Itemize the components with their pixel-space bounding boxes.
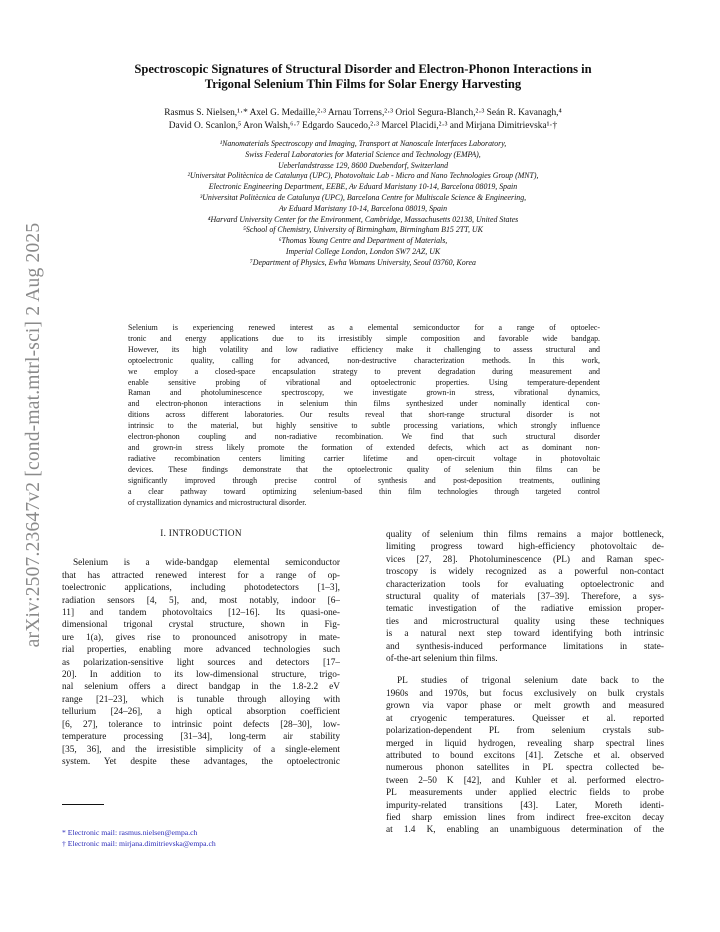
- abstract-line: However, its high volatility and low radiative efficiency make it challenging to assess structural and: [128, 344, 600, 354]
- abstract-line: and grown-in stress likely promote the formation of extended defects, which act as dominant non-: [128, 442, 600, 452]
- body-line: dimensional trigonal crystal structure, shown in Fig-: [62, 620, 340, 631]
- body-line: that has attracted renewed interest for a range of op-: [62, 570, 340, 581]
- affiliation-line: Electronic Engineering Department, EEBE, Av Eduard Maristany 10-14, Barcelona 08019, Spain: [208, 182, 518, 192]
- abstract-line: radiative recombination centers limiting carrier lifetime and open-circuit voltage in photovoltaic: [128, 453, 600, 463]
- affiliation-line: Swiss Federal Laboratories for Material Science and Technology (EMPA),: [245, 149, 481, 159]
- body-line: nal selenium offers a direct bandgap in the 1.8-2.2 eV: [62, 682, 340, 693]
- body-line: at 1.4 K, enabling an unambiguous determination of the: [386, 825, 664, 836]
- abstract-line: tronic and energy applications due to its irresistibly simple composition and favorable wide bandgap.: [128, 333, 600, 343]
- body-line: characterization tools for evaluating optoelectronic and: [386, 579, 664, 590]
- body-line: quality of selenium thin films remains a major bottleneck,: [386, 530, 664, 540]
- arxiv-identifier-stamp: [0, 0, 50, 932]
- affiliation-line: ⁴Harvard University Center for the Environment, Cambridge, Massachusetts 02138, United States: [207, 214, 519, 224]
- body-line: structural quality of materials [37–39]. Therefore, a sys-: [386, 592, 664, 603]
- body-line: 20]. In addition to its low-dimensional structure, trigo-: [62, 670, 340, 681]
- body-line: PL studies of trigonal selenium date back to the: [397, 676, 664, 687]
- body-line: fied sharp emission lines from indirect free-exciton decay: [386, 812, 664, 823]
- abstract-line: devices. These findings demonstrate that the optoelectronic quality of selenium thin films can be: [128, 464, 600, 474]
- body-line: system. Yet despite these advantages, the optoelectronic: [62, 756, 340, 767]
- body-line: troscopy is widely recognized as a powerful non-contact: [386, 567, 664, 578]
- affiliation-line: ⁶Thomas Young Centre and Department of Materials,: [278, 236, 448, 246]
- body-line: 11] and tandem photovoltaics [12–16]. Its quasi-one-: [62, 608, 340, 619]
- body-line: ure 1(a), gives rise to pronounced anisotropy in mate-: [62, 632, 340, 643]
- paragraph-gap: [386, 665, 664, 675]
- affiliation-line: Imperial College London, London SW7 2AZ, UK: [285, 246, 441, 256]
- abstract-line: we employ a closed-space encapsulation strategy to prevent degradation during measurement and: [128, 366, 600, 376]
- body-line: PL measurements under applied electric fields to probe: [386, 788, 664, 799]
- author-line: David O. Scanlon,⁵ Aron Walsh,⁶·⁷ Edgardo Saucedo,²·³ Marcel Placidi,²·³ and Mirjana Dimitrievska¹·†: [168, 121, 558, 131]
- abstract-line: optoelectronic quality, calling for advanced, non-destructive characterization methods. In this work,: [128, 355, 600, 365]
- body-line: impurity-related transitions [43]. Later, Moreth identi-: [386, 800, 664, 811]
- body-line: Selenium is a wide-bandgap elemental semiconductor: [73, 558, 340, 569]
- abstract-line: ditions across different laboratories. Our results reveal that short-range structural disorder is not: [128, 410, 600, 420]
- body-line: tellurium [24–26], a high optical absorption coefficient: [62, 707, 340, 718]
- body-line: is a natural next step toward identifying both intrinsic: [386, 629, 664, 640]
- right-column: [386, 529, 664, 837]
- body-line: range [21–23], which is tunable through alloying with: [62, 694, 340, 705]
- footnote-email-corresponding-1[interactable]: * Electronic mail: rasmus.nielsen@empa.ch: [62, 828, 198, 837]
- body-line: polarization-dependent PL from selenium crystals sub-: [386, 726, 664, 737]
- abstract-line: intrinsic to the material, but highly sensitive to subtle processing variations, which strongly influence: [128, 421, 600, 431]
- title-line: Trigonal Selenium Thin Films for Solar Energy Harvesting: [204, 77, 522, 91]
- body-line: numerous phonon satellites in PL spectra collected be-: [386, 763, 664, 774]
- author-line: Rasmus S. Nielsen,¹·* Axel G. Medaille,²·³ Arnau Torrens,²·³ Oriol Segura-Blanch,²·³ Seán R. Kavanagh,⁴: [164, 108, 562, 118]
- left-column: [62, 527, 340, 768]
- body-line: vices [27, 28]. Photoluminescence (PL) and Raman spec-: [386, 554, 664, 565]
- footnotes: [62, 828, 216, 849]
- section-heading-introduction: I. INTRODUCTION: [160, 528, 242, 538]
- affiliation-line: ⁷Department of Physics, Ewha Womans University, Seoul 03760, Korea: [250, 257, 476, 267]
- footnote-email-corresponding-2[interactable]: † Electronic mail: mirjana.dimitrievska@empa.ch: [62, 838, 216, 848]
- abstract-line: significantly improved through precise control of synthesis and post-deposition treatments, outlining: [128, 475, 600, 485]
- body-line: toelectronic applications, including photodetectors [1–3],: [62, 583, 340, 594]
- body-line: merged in liquid hydrogen, revealing sharp spectral lines: [386, 738, 664, 749]
- abstract: [128, 323, 600, 508]
- body-line: radiation sensors [4, 5], and, most notably, indoor [6–: [62, 595, 340, 606]
- abstract-line: and electron-phonon interactions in selenium thin films synthesized under nominally identical con-: [128, 399, 600, 409]
- paper-title: [62, 62, 664, 92]
- abstract-line: enable sensitive probing of vibrational and optoelectronic properties. Using temperature-dependent: [128, 377, 600, 387]
- abstract-line: of crystallization dynamics and microstructural disorder.: [128, 497, 307, 507]
- author-list: [62, 107, 664, 133]
- body-line: ties and microstructural quality using these techniques: [386, 616, 664, 627]
- affiliation-line: ⁵School of Chemistry, University of Birmingham, Birmingham B15 2TT, UK: [243, 225, 483, 235]
- affiliation-line: ³Universitat Politècnica de Catalunya (UPC), Barcelona Centre for Multiscale Science & Engineering,: [199, 192, 527, 202]
- body-line: as polarization-sensitive light sources and detectors [17–: [62, 657, 340, 668]
- body-line: grown via vapor phase or melt growth and measured: [386, 701, 664, 712]
- abstract-line: Raman and photoluminescence spectroscopy, we investigate grown-in stress, vibrational dynamics,: [128, 388, 600, 398]
- body-line: temperature processing [31–34], long-term air stability: [62, 732, 340, 743]
- body-line: limiting progress toward high-efficiency photovoltaic de-: [386, 542, 664, 553]
- abstract-line: a clear pathway toward optimizing selenium-based thin film technologies through targeted control: [128, 486, 600, 496]
- abstract-line: Selenium is experiencing renewed interest as a elemental semiconductor for a range of optoelec-: [128, 323, 600, 332]
- body-line: at cryogenic temperatures. Queisser et al. reported: [386, 713, 664, 724]
- affiliations: [62, 139, 664, 269]
- affiliation-line: ²Universitat Politècnica de Catalunya (UPC), Photovoltaic Lab - Micro and Nano Technologies Group (MNT),: [187, 171, 539, 181]
- body-line: [35, 36], and the irresistible simplicity of a single-element: [62, 744, 340, 755]
- body-line: tematic investigation of the radiative emission proper-: [386, 604, 664, 615]
- body-line: 1960s and 1970s, but focus exclusively on bulk crystals: [386, 688, 664, 699]
- body-line: [6, 27], tolerance to intrinsic point defects [28–30], low-: [62, 719, 340, 730]
- abstract-line: electron-phonon coupling and non-radiative recombination. We find that such structural disorder: [128, 432, 600, 442]
- affiliation-line: Av Eduard Maristany 10-14, Barcelona 08019, Spain: [278, 203, 448, 213]
- body-line: tween 2–50 K [42], and Kuhler et al. performed electro-: [386, 775, 664, 786]
- affiliation-line: ¹Nanomaterials Spectroscopy and Imaging, Transport at Nanoscale Interfaces Laboratory,: [219, 139, 507, 148]
- body-line: rial properties, enabling more advanced technologies such: [62, 645, 340, 656]
- body-line: attributed to bound excitons [41]. Zetsche et al. observed: [386, 750, 664, 761]
- body-line: and synthesis-induced performance limitations in state-: [386, 641, 664, 652]
- arxiv-id-text: arXiv:2507.23647v2 [cond-mat.mtrl-sci] 2 Aug 2025: [23, 222, 44, 648]
- body-line: of-the-art selenium thin films.: [386, 654, 498, 665]
- footnote-rule: [62, 804, 104, 805]
- title-line: Spectroscopic Signatures of Structural Disorder and Electron-Phonon Interactions in: [134, 62, 592, 76]
- affiliation-line: Ueberlandstrasse 129, 8600 Duebendorf, Switzerland: [277, 160, 449, 170]
